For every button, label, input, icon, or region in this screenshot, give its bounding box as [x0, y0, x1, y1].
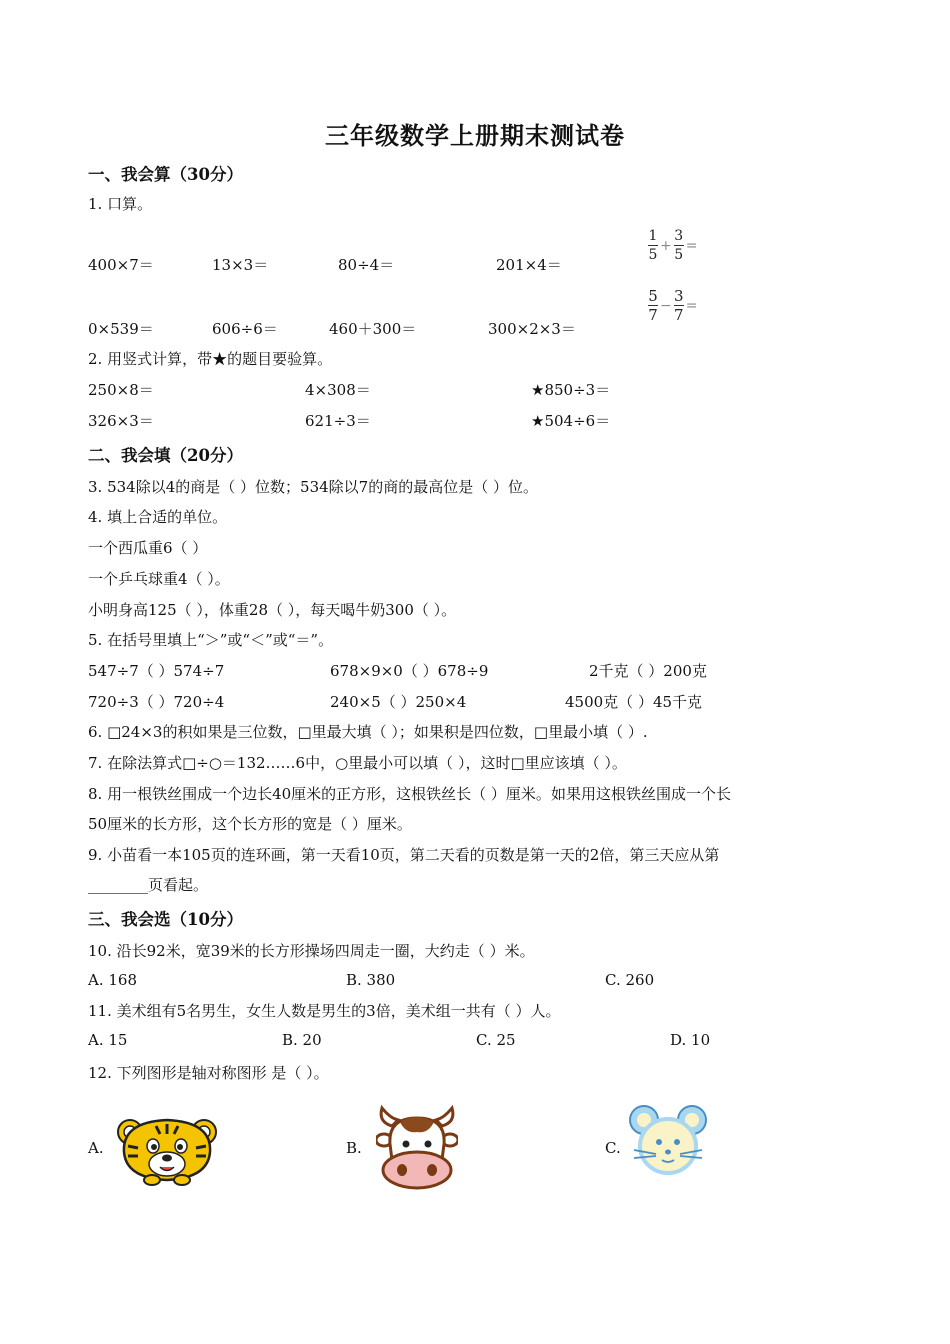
question-line: 50厘米的长方形，这个长方形的宽是（ ）厘米。: [88, 815, 412, 833]
fraction-expression-2: [648, 288, 699, 323]
page-title: 三年级数学上册期末测试卷: [325, 121, 625, 150]
question-line: 6. □24×3的积如果是三位数，□里最大填（ ）；如果积是四位数，□里最小填（ ）.: [88, 723, 648, 741]
cow-icon: [376, 1104, 458, 1190]
q12-text: 12. 下列图形是轴对称图形 是（ ）。: [88, 1064, 329, 1082]
denominator: 7: [648, 306, 658, 324]
denominator: 5: [674, 247, 684, 263]
numerator: 3: [673, 287, 684, 305]
q2-item: ★504÷6＝: [531, 412, 611, 430]
option: C. 25: [476, 1031, 516, 1049]
section-3-heading: 三、我会选（10分）: [88, 910, 243, 929]
option: A. 168: [88, 971, 137, 989]
compare-item: 4500克（ ）45千克: [565, 693, 703, 711]
question-line: 7. 在除法算式□÷○＝132……6中，○里最小可以填（ ），这时□里应该填（ ）。: [88, 754, 627, 772]
option: C.: [605, 1139, 621, 1157]
option: B. 20: [282, 1031, 322, 1049]
question-line: 一个乒乓球重4（ ）。: [88, 570, 230, 588]
q2-item: 326×3＝: [88, 412, 154, 430]
numerator: 3: [674, 228, 684, 244]
q1-item: 13×3＝: [212, 256, 269, 274]
q2-item: 250×8＝: [88, 381, 154, 399]
equals: =: [685, 297, 698, 314]
q10-text: 10. 沿长92米，宽39米的长方形操场四周走一圈，大约走（ ）米。: [88, 942, 535, 960]
option: A.: [88, 1139, 104, 1157]
mouse-icon: [628, 1102, 708, 1178]
q11-text: 11. 美术组有5名男生，女生人数是男生的3倍，美术组一共有（ ）人。: [88, 1002, 561, 1020]
question-line: 9. 小苗看一本105页的连环画，第一天看10页，第二天看的页数是第一天的2倍，第三天应从第: [88, 846, 720, 864]
q2-item: 621÷3＝: [305, 412, 371, 430]
question-line: 4. 填上合适的单位。: [88, 508, 228, 526]
q1-item: 606÷6＝: [212, 320, 278, 338]
q2-item: ★850÷3＝: [531, 381, 611, 399]
option: B. 380: [346, 971, 396, 989]
q1-label: 1. 口算。: [88, 195, 153, 213]
q1-item: 80÷4＝: [338, 256, 395, 274]
q1-item: 0×539＝: [88, 320, 154, 338]
fraction: [648, 228, 658, 263]
option: B.: [346, 1139, 362, 1157]
fraction-expression-1: [648, 228, 699, 263]
question-line: 8. 用一根铁丝围成一个边长40厘米的正方形，这根铁丝长（ ）厘米。如果用这根铁丝围成一个长: [88, 785, 731, 803]
option: A. 15: [88, 1031, 128, 1049]
fraction: [674, 288, 684, 323]
numerator: 5: [648, 287, 658, 305]
section-2-heading: 二、我会填（20分）: [88, 446, 243, 465]
question-line: ________页看起。: [88, 876, 209, 894]
question-line: 一个西瓜重6（ ）: [88, 539, 208, 557]
denominator: 5: [648, 247, 658, 263]
equals: =: [685, 237, 698, 254]
section-1-heading: 一、我会算（30分）: [88, 165, 243, 184]
q2-item: 4×308＝: [305, 381, 371, 399]
question-line: 5. 在括号里填上“＞”或“＜”或“＝”。: [88, 631, 334, 649]
compare-item: 720÷3（ ）720÷4: [88, 693, 225, 711]
compare-item: 2千克（ ）200克: [589, 662, 707, 680]
q1-item: 400×7＝: [88, 256, 154, 274]
compare-item: 547÷7（ ）574÷7: [88, 662, 225, 680]
question-line: 小明身高125（ ），体重28（ ），每天喝牛奶300（ ）。: [88, 601, 457, 619]
q1-item: 300×2×3＝: [488, 320, 576, 338]
denominator: 7: [673, 306, 684, 324]
tiger-icon: [116, 1112, 218, 1186]
numerator: 1: [648, 228, 658, 244]
option: D. 10: [670, 1031, 711, 1049]
fraction: [674, 228, 684, 263]
fraction: [648, 288, 658, 323]
operator: −: [660, 297, 672, 314]
question-line: 3. 534除以4的商是（ ）位数；534除以7的商的最高位是（ ）位。: [88, 478, 538, 496]
compare-item: 240×5（ ）250×4: [330, 693, 467, 711]
operator: +: [660, 237, 672, 254]
q1-item: 201×4＝: [496, 256, 562, 274]
q2-label: 2. 用竖式计算，带★的题目要验算。: [88, 350, 333, 368]
option: C. 260: [605, 971, 655, 989]
q1-item: 460＋300＝: [329, 320, 417, 338]
compare-item: 678×9×0（ ）678÷9: [330, 662, 489, 680]
